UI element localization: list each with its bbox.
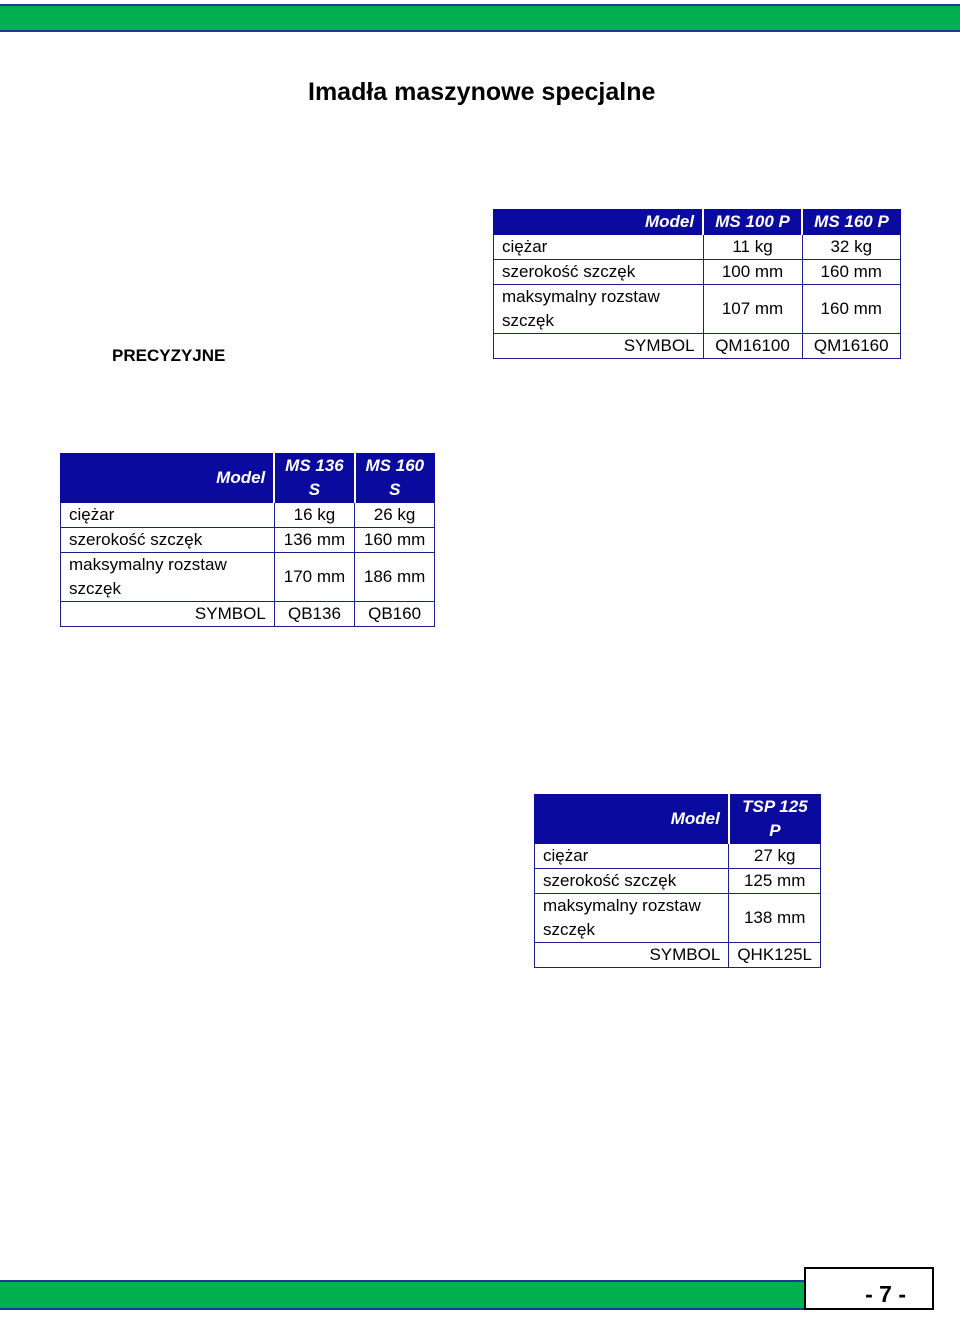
spec-table-ms-p <box>493 209 901 359</box>
row-label-max-opening: maksymalny rozstaw szczęk <box>494 285 704 334</box>
weight-value: 11 kg <box>703 235 802 260</box>
header-model-2: MS 160 P <box>802 210 900 235</box>
symbol-value: QHK125L <box>729 943 821 968</box>
symbol-value: QB136 <box>274 602 354 627</box>
spec-table-ms-s <box>60 453 435 627</box>
row-label-weight: ciężar <box>61 503 275 528</box>
max-opening-value: 186 mm <box>355 553 435 602</box>
jaw-width-value: 136 mm <box>274 528 354 553</box>
jaw-width-value: 160 mm <box>802 260 900 285</box>
row-label-jaw-width: szerokość szczęk <box>494 260 704 285</box>
category-label: PRECYZYJNE <box>112 346 226 365</box>
max-opening-value: 138 mm <box>729 894 821 943</box>
max-opening-value: 107 mm <box>703 285 802 334</box>
header-model-label: Model <box>494 210 704 235</box>
header-model-label: Model <box>535 795 729 844</box>
jaw-width-value: 125 mm <box>729 869 821 894</box>
row-label-max-opening: maksymalny rozstaw szczęk <box>61 553 275 602</box>
page-number: - 7 - <box>804 1267 934 1310</box>
spec-table-tsp <box>534 794 821 968</box>
jaw-width-value: 100 mm <box>703 260 802 285</box>
header-model-label: Model <box>61 454 275 503</box>
page-title: Imadła maszynowe specjalne <box>308 78 656 106</box>
row-label-jaw-width: szerokość szczęk <box>61 528 275 553</box>
header-model-1: TSP 125 P <box>729 795 821 844</box>
row-label-jaw-width: szerokość szczęk <box>535 869 729 894</box>
row-label-max-opening: maksymalny rozstaw szczęk <box>535 894 729 943</box>
symbol-value: QB160 <box>355 602 435 627</box>
bottom-green-bar <box>0 1280 806 1310</box>
max-opening-value: 170 mm <box>274 553 354 602</box>
max-opening-value: 160 mm <box>802 285 900 334</box>
symbol-value: QM16100 <box>703 334 802 359</box>
row-label-symbol: SYMBOL <box>61 602 275 627</box>
row-label-weight: ciężar <box>494 235 704 260</box>
weight-value: 32 kg <box>802 235 900 260</box>
jaw-width-value: 160 mm <box>355 528 435 553</box>
weight-value: 26 kg <box>355 503 435 528</box>
header-model-1: MS 100 P <box>703 210 802 235</box>
weight-value: 27 kg <box>729 844 821 869</box>
top-green-bar <box>0 4 960 32</box>
weight-value: 16 kg <box>274 503 354 528</box>
row-label-symbol: SYMBOL <box>494 334 704 359</box>
symbol-value: QM16160 <box>802 334 900 359</box>
row-label-symbol: SYMBOL <box>535 943 729 968</box>
header-model-1: MS 136 S <box>274 454 354 503</box>
row-label-weight: ciężar <box>535 844 729 869</box>
header-model-2: MS 160 S <box>355 454 435 503</box>
